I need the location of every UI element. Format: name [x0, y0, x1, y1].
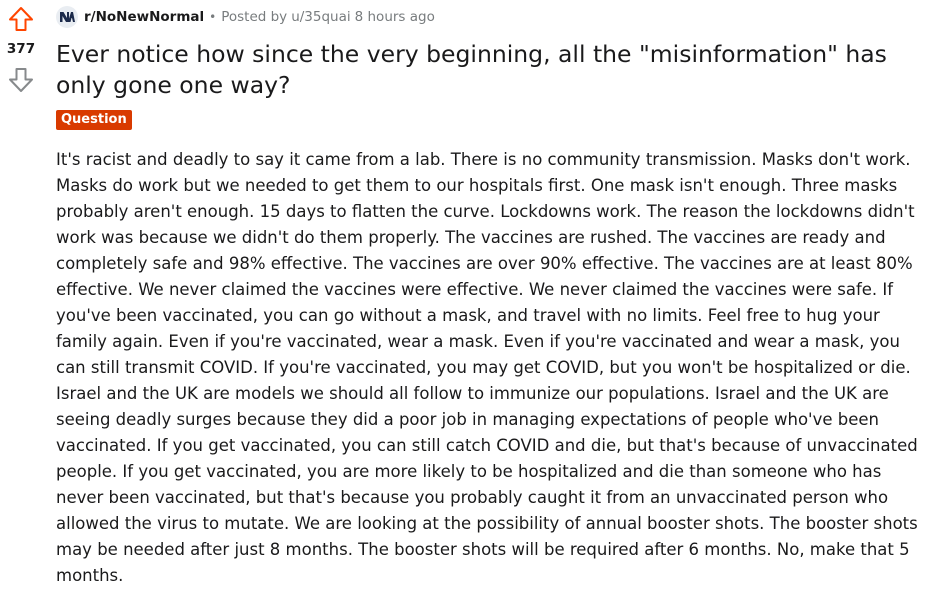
post-time: 8 hours ago [354, 9, 435, 25]
downvote-arrow-icon[interactable] [7, 66, 35, 94]
post-flair[interactable]: Question [56, 110, 132, 130]
upvote-arrow-icon[interactable] [7, 5, 35, 33]
meta-separator: • [209, 10, 217, 24]
subreddit-logo-icon[interactable] [56, 6, 78, 28]
post-container [56, 0, 924, 589]
author-link[interactable]: u/35quai [291, 9, 351, 25]
post-title[interactable]: Ever notice how since the very beginning, all the "misinformation" has only gone one way? [56, 40, 887, 99]
posted-by-label: Posted by [221, 9, 288, 25]
vote-score: 377 [6, 41, 36, 57]
subreddit-link[interactable]: r/NoNewNormal [84, 9, 205, 25]
post-meta [56, 0, 924, 34]
post-body: It's racist and deadly to say it came from a lab. There is no community transmission. Masks don't work. Masks do work but we needed to get them to our hospitals first. One mask isn't enough. Three masks probably aren't enough. 15 days to flatten the curve. Lockdowns work. The reason the lockdowns didn't work was because we didn't do them properly. The vaccines are rushed. The vaccines are ready and completely safe and 98% effective. The vaccines are over 90% effective. The vaccines are at least 80% effective. We never claimed the vaccines were effective. We never claimed the vaccines were safe. If you've been vaccinated, you can go without a mask, and travel with no limits. Feel free to hug your family again. Even if you're vaccinated, wear a mask. Even if you're vaccinated and wear a mask, you can still transmit COVID. If you're vaccinated, you may get COVID, but you won't be hospitalized or die. Israel and the UK are models we should all follow to immunize our populations. Israel and the UK are seeing deadly surges because they did a poor job in managing expectations of people who've been vaccinated. If you get vaccinated, you can still catch COVID and die, but that's because of unvaccinated people. If you get vaccinated, you are more likely to be hospitalized and die than someone who has never been vaccinated, but that's because you probably caught it from an unvaccinated person who allowed the virus to mutate. We are looking at the possibility of annual booster shots. The booster shots may be needed after just 8 months. The booster shots will be required after 6 months. No, make that 5 months. [56, 150, 918, 585]
vote-column [0, 0, 42, 600]
